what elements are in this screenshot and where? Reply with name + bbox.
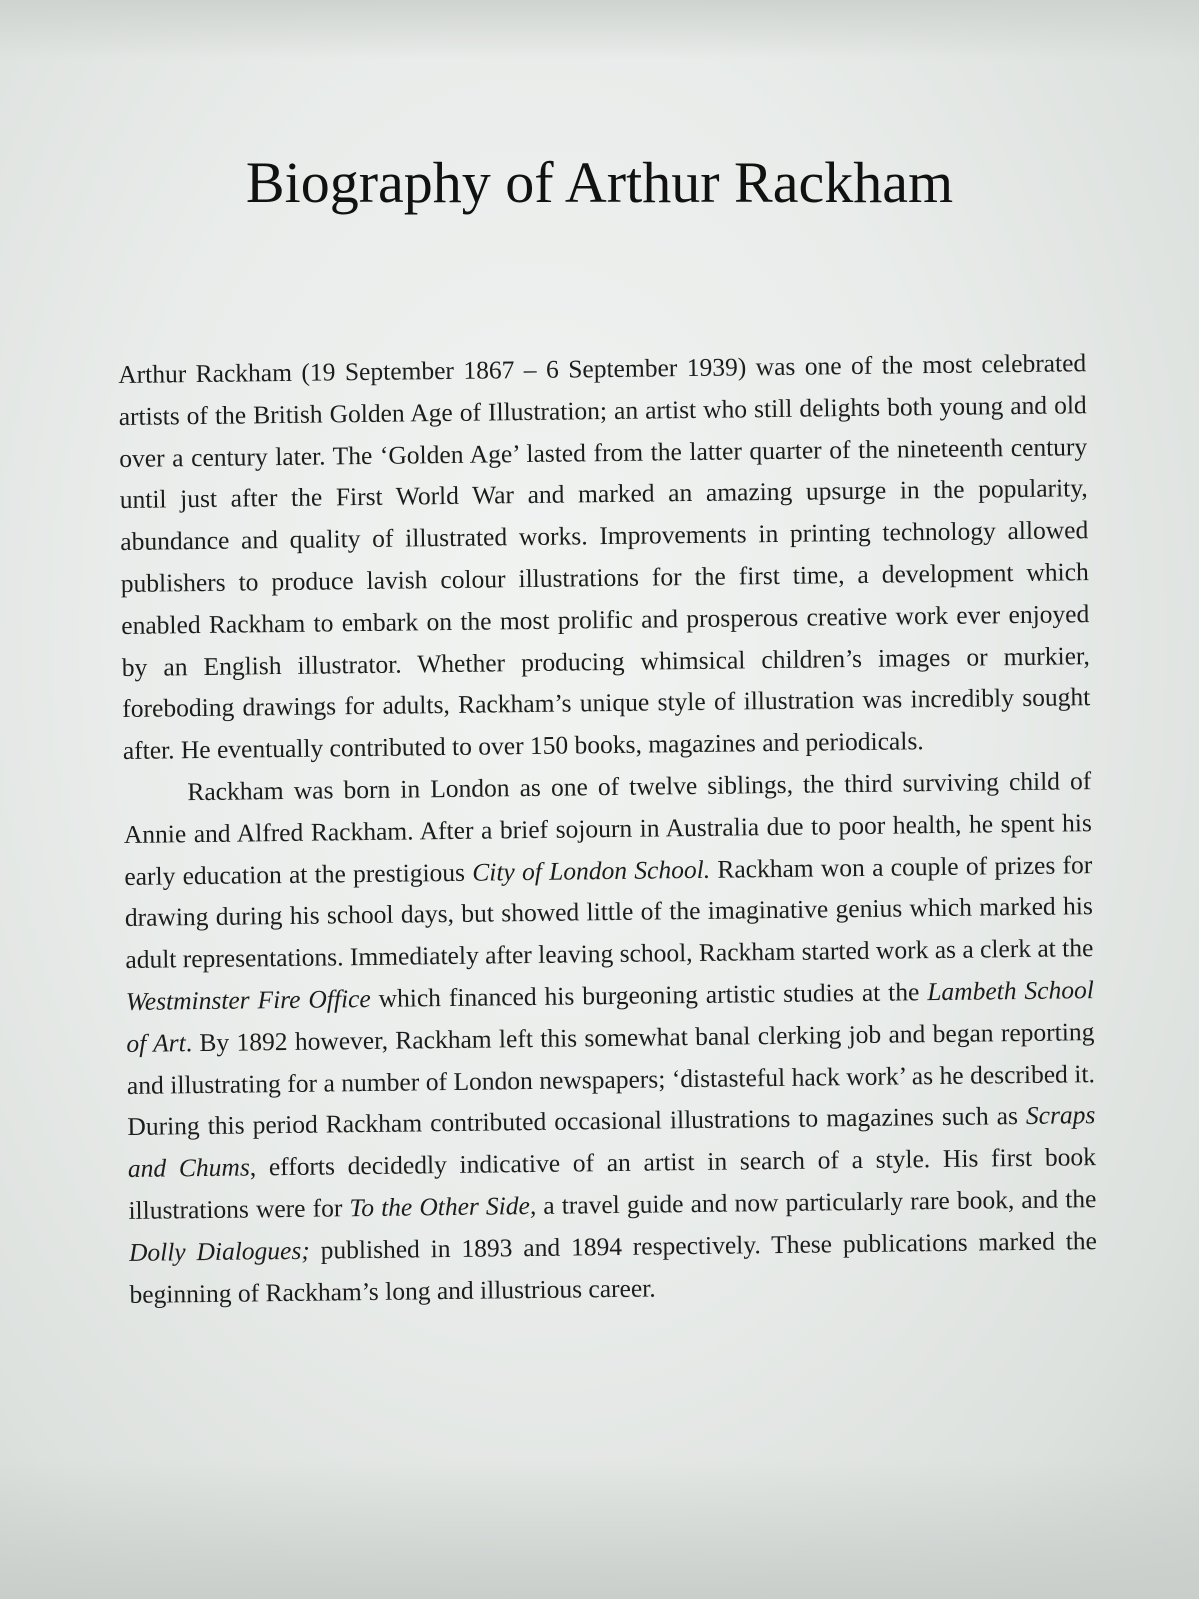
paragraph-1 bbox=[118, 342, 1091, 772]
paragraph-2-text: . By 1892 however, Rackham left this somewhat banal clerking job and began reporting and illustrating for a number of London newspapers; ‘distasteful hack work’ as he described it. During this period Rackham contributed occasional illustrations to magazines such as bbox=[126, 1016, 1096, 1142]
paragraph-2-text: Rackham was born in London as one of twelve siblings, the third surviving child of Annie and Alfred Rackham. After a brief sojourn in Australia due to poor health, he spent his early education at the prestigious bbox=[123, 766, 1092, 891]
paragraph-2-text: published in 1893 and 1894 respectively. These publications marked the beginning of Rackham’s long and illustrious career. bbox=[129, 1225, 1098, 1309]
book-title-italic: To the Other Side, bbox=[349, 1190, 537, 1223]
page-title: Biography of Arthur Rackham bbox=[245, 150, 954, 215]
magazine-title-italic: Scraps and Chums bbox=[127, 1100, 1096, 1184]
page-shadow-top bbox=[0, 0, 1199, 60]
art-school-name-italic: Lambeth School of Art bbox=[126, 975, 1095, 1058]
paragraph-2-text: Rackham won a couple of prizes for drawing during his school days, but showed little of the imaginative genius which marked his adult representations. Immediately after leaving school, Rackham started work as a clerk at the bbox=[124, 849, 1094, 975]
book-title-italic: Dolly Dialogues; bbox=[128, 1235, 310, 1267]
paragraph-2-text: a travel guide and now particularly rare book, and the bbox=[536, 1184, 1097, 1220]
paragraph-2 bbox=[123, 760, 1098, 1315]
page-shadow-bottom bbox=[0, 1460, 1199, 1599]
employer-name-italic: Westminster Fire Office bbox=[125, 983, 371, 1016]
paragraph-2-text: , efforts decidedly indicative of an artist in search of a style. His first book illustrations were for bbox=[128, 1142, 1097, 1225]
paragraph-2-text: which financed his burgeoning artistic studies at the bbox=[370, 977, 928, 1013]
paragraph-1-text: Arthur Rackham (19 September 1867 – 6 September 1939) was one of the most celebrated artists of the British Golden Age of Illustration; an artist who still delights both young and old over a century later. The ‘Golden Age’ lasted from the latter quarter of the nineteenth century until just after the First World War and marked an amazing upsurge in the popularity, abundance and quality of illustrated works. Improvements in printing technology allowed publishers to produce lavish colour illustrations for the first time, a development which enabled Rackham to embark on the most prolific and prosperous creative work ever enjoyed by an English illustrator. Whether producing whimsical children’s images or murkier, foreboding drawings for adults, Rackham’s unique style of illustration was incredibly sought after. He eventually contributed to over 150 books, magazines and periodicals. bbox=[118, 348, 1091, 766]
biography-text bbox=[118, 342, 1099, 1434]
school-name-italic: City of London School. bbox=[472, 854, 711, 887]
